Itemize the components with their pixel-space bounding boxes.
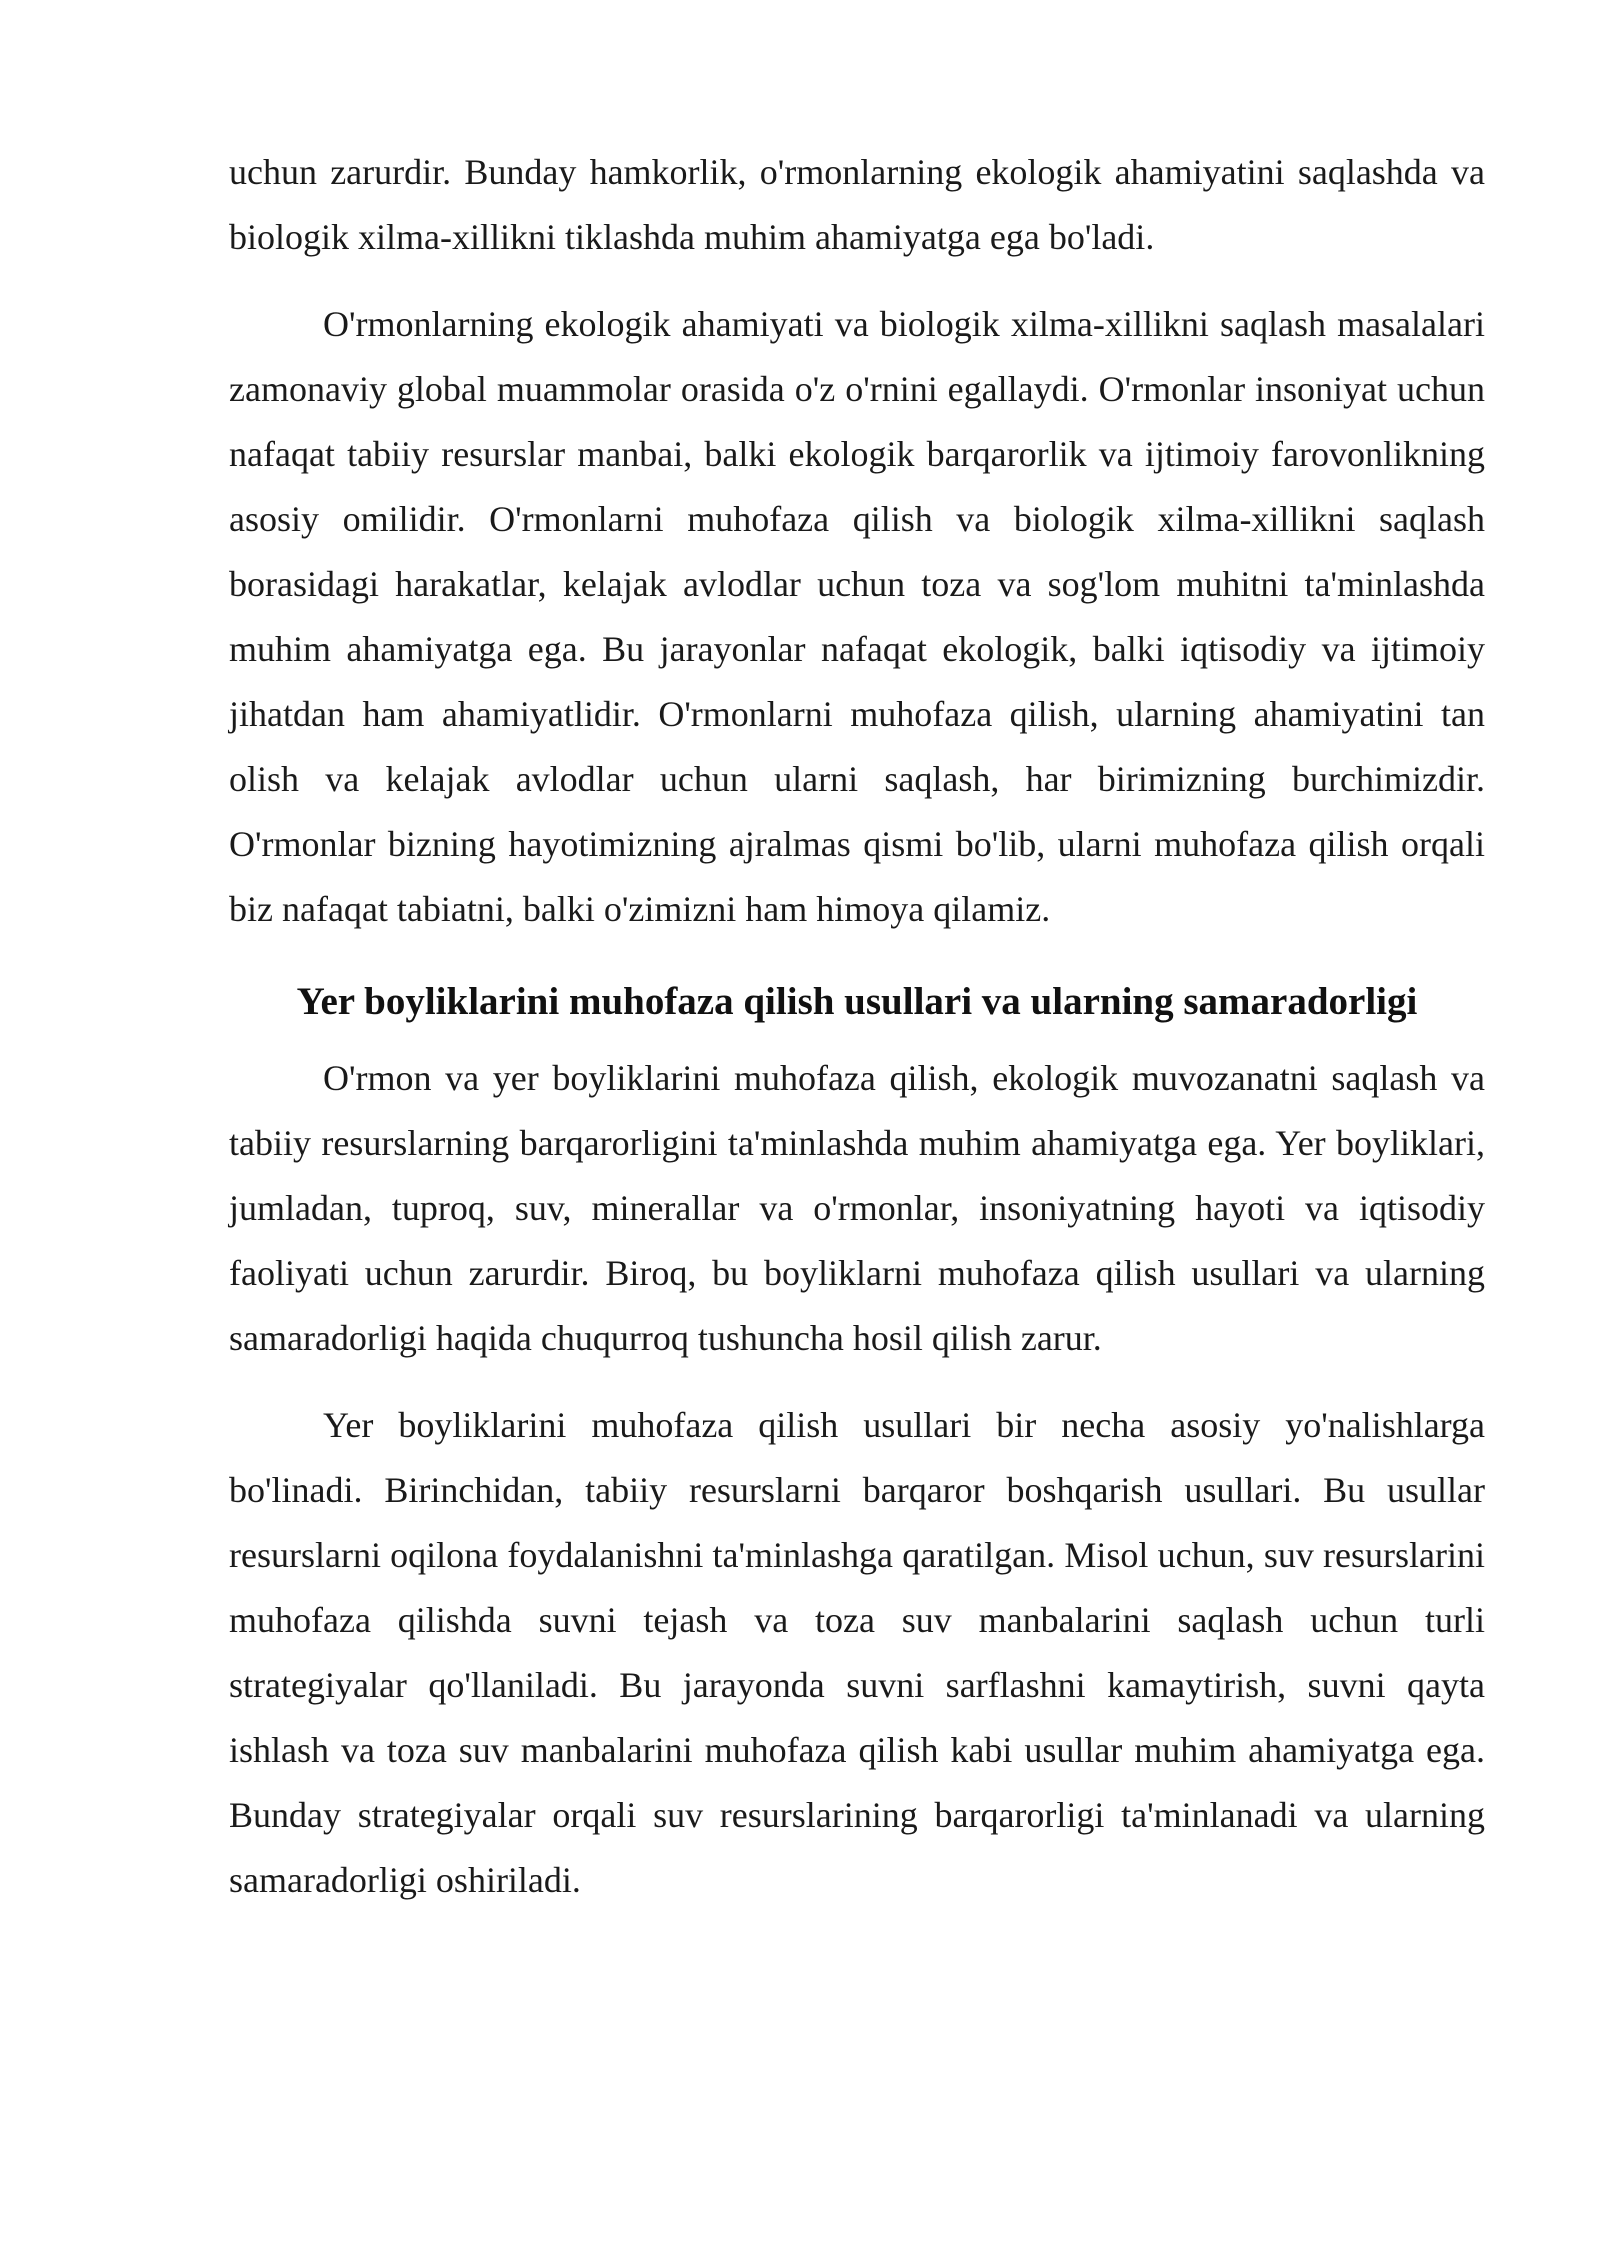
document-body bbox=[229, 140, 1485, 1913]
paragraph-continuation: uchun zarurdir. Bunday hamkorlik, o'rmonlarning ekologik ahamiyatini saqlashda va biologik xilma-xillikni tiklashda muhim ahamiyatga ega bo'ladi. bbox=[229, 152, 1485, 257]
section-heading: Yer boyliklarini muhofaza qilish usullari va ularning samaradorligi bbox=[296, 980, 1418, 1023]
paragraph-protection-methods: Yer boyliklarini muhofaza qilish usullari bir necha asosiy yo'nalishlarga bo'linadi. Birinchidan, tabiiy resurslarni barqaror boshqarish usullari. Bu usullar resurslarni oqilona foydalanishni ta'minlashga qaratilgan. Misol uchun, suv resurslarini muhofaza qilishda suvni tejash va toza suv manbalarini saqlash uchun turli strategiyalar qo'llaniladi. Bu jarayonda suvni sarflashni kamaytirish, suvni qayta ishlash va toza suv manbalarini muhofaza qilish kabi usullar muhim ahamiyatga ega. Bunday strategiyalar orqali suv resurslarining barqarorligi ta'minlanadi va ularning samaradorligi oshiriladi. bbox=[229, 1405, 1485, 1900]
paragraph-gap bbox=[229, 1371, 1485, 1393]
paragraph-gap bbox=[229, 270, 1485, 292]
paragraph-gap bbox=[229, 942, 1485, 964]
paragraph-land-resources-intro: O'rmon va yer boyliklarini muhofaza qilish, ekologik muvozanatni saqlash va tabiiy resurslarning barqarorligini ta'minlashda muhim ahamiyatga ega. Yer boyliklari, jumladan, tuproq, suv, minerallar va o'rmonlar, insoniyatning hayoti va iqtisodiy faoliyati uchun zarurdir. Biroq, bu boyliklarni muhofaza qilish usullari va ularning samaradorligi haqida chuqurroq tushuncha hosil qilish zarur. bbox=[229, 1058, 1485, 1358]
paragraph-forest-importance: O'rmonlarning ekologik ahamiyati va biologik xilma-xillikni saqlash masalalari zamonaviy global muammolar orasida o'z o'rnini egallaydi. O'rmonlar insoniyat uchun nafaqat tabiiy resurslar manbai, balki ekologik barqarorlik va ijtimoiy farovonlikning asosiy omilidir. O'rmonlarni muhofaza qilish va biologik xilma-xillikni saqlash borasidagi harakatlar, kelajak avlodlar uchun toza va sog'lom muhitni ta'minlashda muhim ahamiyatga ega. Bu jarayonlar nafaqat ekologik, balki iqtisodiy va ijtimoiy jihatdan ham ahamiyatlidir. O'rmonlarni muhofaza qilish, ularning ahamiyatini tan olish va kelajak avlodlar uchun ularni saqlash, har birimizning burchimizdir. O'rmonlar bizning hayotimizning ajralmas qismi bo'lib, ularni muhofaza qilish orqali biz nafaqat tabiatni, balki o'zimizni ham himoya qilamiz. bbox=[229, 304, 1485, 929]
